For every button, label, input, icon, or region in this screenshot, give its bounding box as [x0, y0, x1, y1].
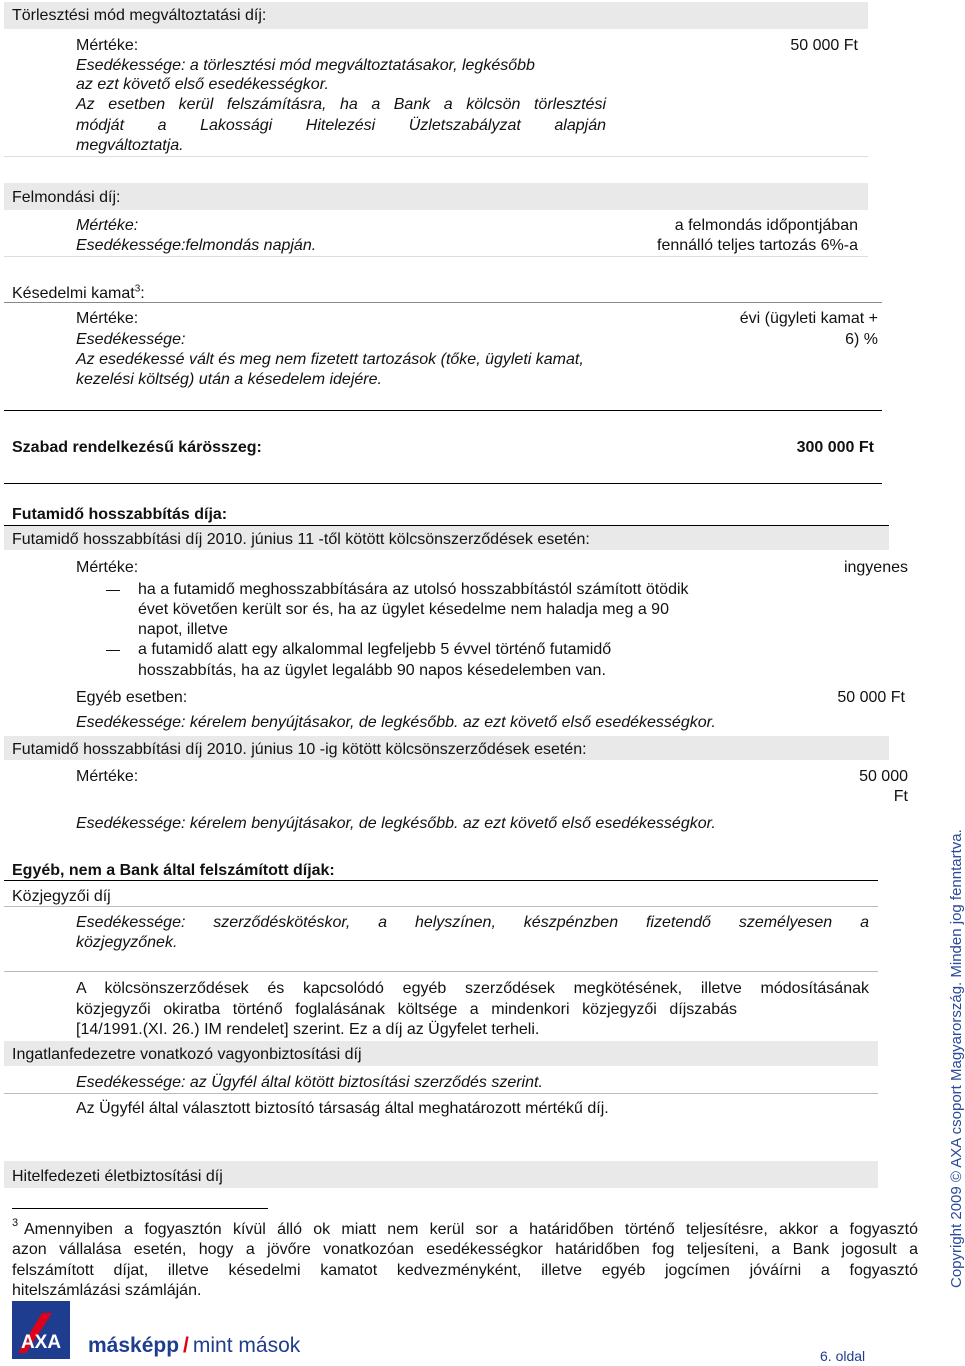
fee-amount: a felmondás időpontjában — [674, 217, 858, 234]
section-header-band — [4, 183, 868, 210]
due-text: Esedékessége:felmondás napján. — [76, 237, 317, 254]
axa-logo-text: AXA — [20, 1332, 62, 1353]
other-case-label: Egyéb esetben: — [76, 689, 188, 706]
fee-amount: 6) % — [845, 331, 878, 348]
body-text: Az esetben kerül felszámításra, ha a Bank a kölcsön törlesztési — [76, 96, 606, 113]
label-merteke: Mértéke: — [76, 559, 139, 576]
bullet-text: a futamidő alatt egy alkalommal legfeljebb 5 évvel történő futamidő — [138, 641, 612, 658]
due-text: Az esedékessé vált és meg nem fizetett tartozások (tőke, ügyleti kamat, — [76, 351, 584, 368]
due-label: Esedékessége: — [76, 331, 186, 348]
footnote-text: felszámított díjat, illetve késedelmi kamatot kedvezményként, illetve egyéb jogcímen jóváírni a fogyasztó — [12, 1262, 918, 1279]
subsection-title: Ingatlanfedezetre vonatkozó vagyonbiztosítási díj — [12, 1046, 362, 1063]
axa-logo — [12, 1301, 70, 1359]
bullet-dash — [106, 650, 120, 651]
divider — [4, 256, 868, 257]
divider — [4, 410, 882, 411]
due-text: közjegyzőnek. — [76, 934, 178, 951]
due-text: Esedékessége: az Ügyfél által kötött biztosítási szerződés szerint. — [76, 1074, 543, 1091]
footnote-text: azon vállalása esetén, hogy a jövőre vonatkozóan esedékességkor határidőben fog teljesíteni, a Bank jogosult a — [12, 1241, 918, 1258]
copyright-notice: Copyright 2009 © AXA csoport Magyarország. Minden jog fenntartva. — [948, 829, 965, 1288]
body-text: módját a Lakossági Hitelezési Üzletszabályzat alapján — [76, 117, 606, 134]
divider — [4, 156, 868, 157]
fee-amount: 50 000 — [859, 768, 908, 785]
bullet-text: hosszabbítás, ha az ügylet legalább 90 napos késedelemben van. — [138, 662, 606, 679]
page-number: 6. oldal — [820, 1348, 866, 1364]
bullet-text: ha a futamidő meghosszabbítására az utolsó hosszabbítástól számított ötödik — [138, 581, 689, 598]
slogan-bold: másképp — [88, 1334, 180, 1357]
subsection-title: Futamidő hosszabbítási díj 2010. június 10 -ig kötött kölcsönszerződések esetén: — [12, 741, 587, 758]
divider — [4, 483, 882, 484]
fee-amount: fennálló teljes tartozás 6%-a — [657, 237, 858, 254]
subsection-title: Közjegyzői díj — [12, 888, 111, 905]
fee-amount-unit: Ft — [893, 788, 908, 805]
bullet-dash — [106, 590, 120, 591]
section-title — [12, 284, 145, 304]
footnote-text: Amennyiben a fogyasztón kívül álló ok miatt nem kerül sor a határidőben történő teljesítésre, akkor a fogyasztó — [24, 1221, 918, 1238]
footnote-text: hitelszámlázási számláján. — [12, 1282, 202, 1299]
due-text: Esedékessége: kérelem benyújtásakor, de legkésőbb. az ezt követő első esedékességkor. — [76, 714, 716, 731]
bullet-text: évet követően került sor és, ha az ügylet késedelme nem haladja meg a 90 — [138, 601, 669, 618]
slogan-rest: mint mások — [192, 1334, 301, 1357]
divider — [4, 880, 878, 881]
label-merteke: Mértéke: — [76, 768, 139, 785]
fee-amount: ingyenes — [843, 559, 908, 576]
divider — [4, 1093, 878, 1094]
due-text: kezelési költség) után a késedelem idejére. — [76, 371, 382, 388]
due-text: az ezt követő első esedékességkor. — [76, 76, 329, 93]
body-text: közjegyzői okiratba történő foglalásának költsége a mindenkori közjegyzői díjszabás — [76, 1001, 737, 1018]
due-text: Esedékessége: a törlesztési mód megváltoztatásakor, legkésőbb — [76, 57, 535, 74]
body-text: [14/1991.(XI. 26.) IM rendelet] szerint. Ez a díj az Ügyfelet terheli. — [76, 1021, 540, 1038]
footnote-separator — [12, 1208, 268, 1209]
footnote-ref: 3 — [134, 283, 141, 295]
subsection-title: Futamidő hosszabbítási díj 2010. június 11 -től kötött kölcsönszerződések esetén: — [12, 531, 590, 548]
title-colon: : — [140, 285, 145, 302]
body-text: megváltoztatja. — [76, 137, 184, 154]
label-merteke: Mértéke: — [76, 310, 139, 327]
divider — [4, 971, 878, 972]
section-title: Felmondási díj: — [12, 189, 121, 206]
body-text: Az Ügyfél által választott biztosító társaság által meghatározott mértékű díj. — [76, 1100, 609, 1117]
section-title: Törlesztési mód megváltoztatási díj: — [12, 7, 267, 24]
slogan-slash: / — [183, 1334, 189, 1357]
fee-amount: 300 000 Ft — [796, 439, 874, 456]
due-text: Esedékessége: kérelem benyújtásakor, de legkésőbb. az ezt követő első esedékességkor. — [76, 815, 716, 832]
divider — [4, 302, 882, 303]
section-title: Szabad rendelkezésű kárösszeg: — [12, 439, 262, 456]
fee-amount: 50 000 Ft — [837, 689, 905, 706]
axa-logo-mark-icon — [12, 1301, 70, 1359]
bullet-text: napot, illetve — [138, 621, 228, 638]
section-title: Egyéb, nem a Bank által felszámított díjak: — [12, 862, 335, 879]
fee-amount: évi (ügyleti kamat + — [739, 310, 878, 327]
label-merteke: Mértéke: — [76, 37, 139, 54]
divider — [4, 906, 878, 907]
label-merteke: Mértéke: — [76, 217, 139, 234]
brand-slogan — [88, 1334, 300, 1358]
subsection-title: Hitelfedezeti életbiztosítási díj — [12, 1168, 223, 1185]
due-text: Esedékessége: szerződéskötéskor, a helyszínen, készpénzben fizetendő személyesen a — [76, 914, 869, 931]
footnote-number: 3 — [12, 1217, 19, 1229]
section-title-text: Késedelmi kamat — [12, 285, 135, 302]
section-title: Futamidő hosszabbítás díja: — [12, 506, 228, 523]
fee-amount: 50 000 Ft — [790, 37, 858, 54]
body-text: A kölcsönszerződések és kapcsolódó egyéb szerződések megkötésének, illetve módosításának — [76, 980, 869, 997]
